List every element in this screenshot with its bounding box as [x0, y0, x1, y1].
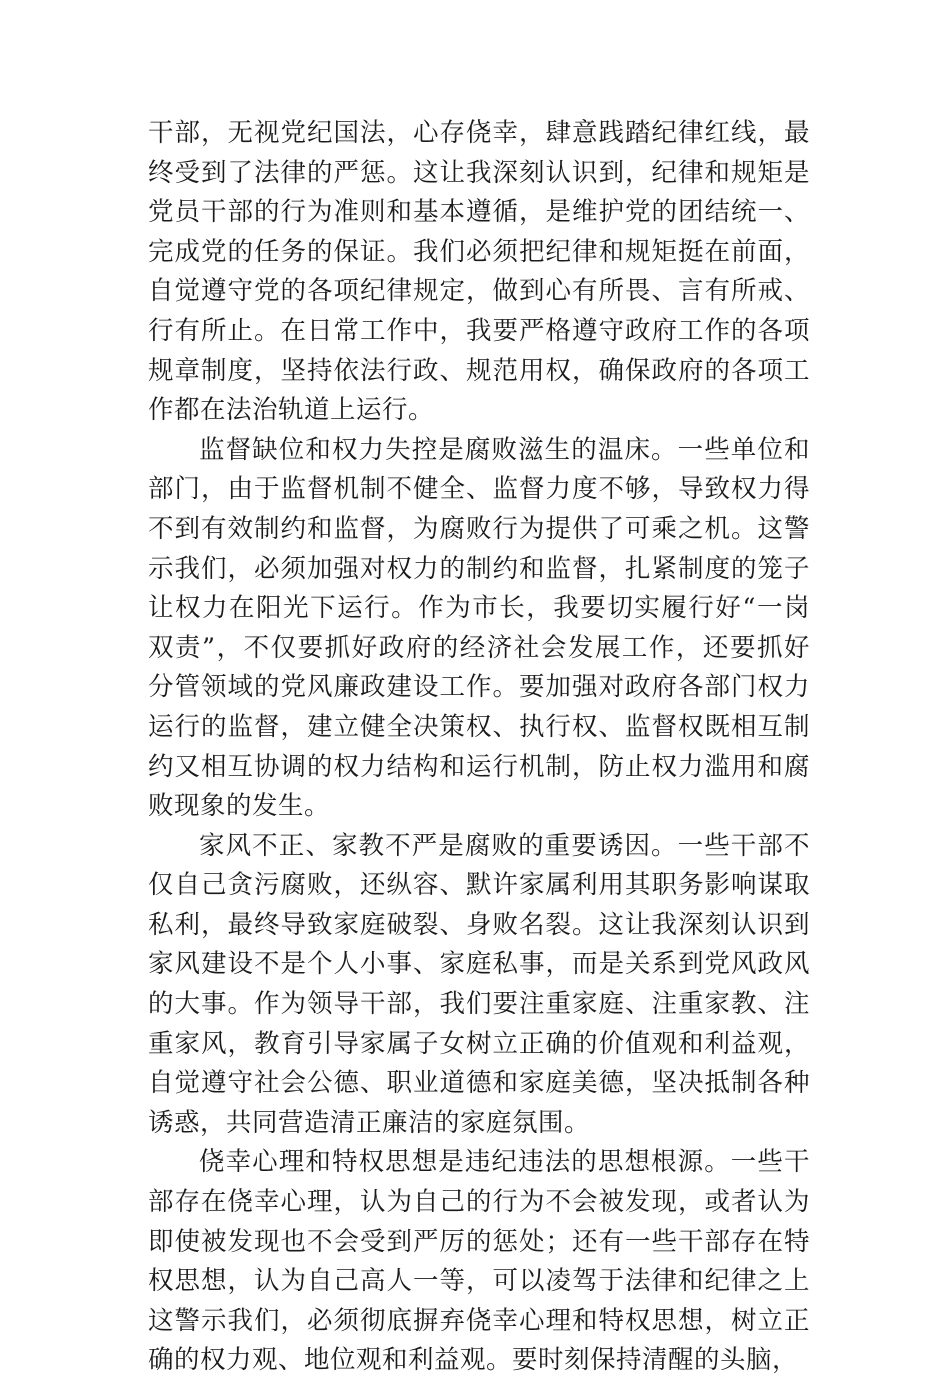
- document-body: [148, 114, 810, 1381]
- paragraph-3: 家风不正、家教不严是腐败的重要诱因。一些干部不仅自己贪污腐败，还纵容、默许家属利用其职务影响谋取私利，最终导致家庭破裂、身败名裂。这让我深刻认识到家风建设不是个人小事、家庭私事，而是关系到党风政风的大事。作为领导干部，我们要注重家庭、注重家教、注重家风，教育引导家属子女树立正确的价值观和利益观，自觉遵守社会公德、职业道德和家庭美德，坚决抵制各种诱惑，共同营造清正廉洁的家庭氛围。: [148, 830, 810, 1138]
- paragraph-1: 干部，无视党纪国法，心存侥幸，肆意践踏纪律红线，最终受到了法律的严惩。这让我深刻认识到，纪律和规矩是党员干部的行为准则和基本遵循，是维护党的团结统一、完成党的任务的保证。我们必须把纪律和规矩挺在前面，自觉遵守党的各项纪律规定，做到心有所畏、言有所戒、行有所止。在日常工作中，我要严格遵守政府工作的各项规章制度，坚持依法行政、规范用权，确保政府的各项工作都在法治轨道上运行。: [148, 118, 810, 426]
- paragraph-4: 侥幸心理和特权思想是违纪违法的思想根源。一些干部存在侥幸心理，认为自己的行为不会被发现，或者认为即使被发现也不会受到严厉的惩处；还有一些干部存在特权思想，认为自己高人一等，可以凌驾于法律和纪律之上这警示我们，必须彻底摒弃侥幸心理和特权思想，树立正确的权力观、地位观和利益观。要时刻保持清醒的头脑，: [148, 1147, 810, 1376]
- paragraph-2: 监督缺位和权力失控是腐败滋生的温床。一些单位和部门，由于监督机制不健全、监督力度不够，导致权力得不到有效制约和监督，为腐败行为提供了可乘之机。这警示我们，必须加强对权力的制约和监督，扎紧制度的笼子让权力在阳光下运行。作为市长，我要切实履行好“一岗双责”，不仅要抓好政府的经济社会发展工作，还要抓好分管领域的党风廉政建设工作。要加强对政府各部门权力运行的监督，建立健全决策权、执行权、监督权既相互制约又相互协调的权力结构和运行机制，防止权力滥用和腐败现象的发生。: [148, 434, 810, 822]
